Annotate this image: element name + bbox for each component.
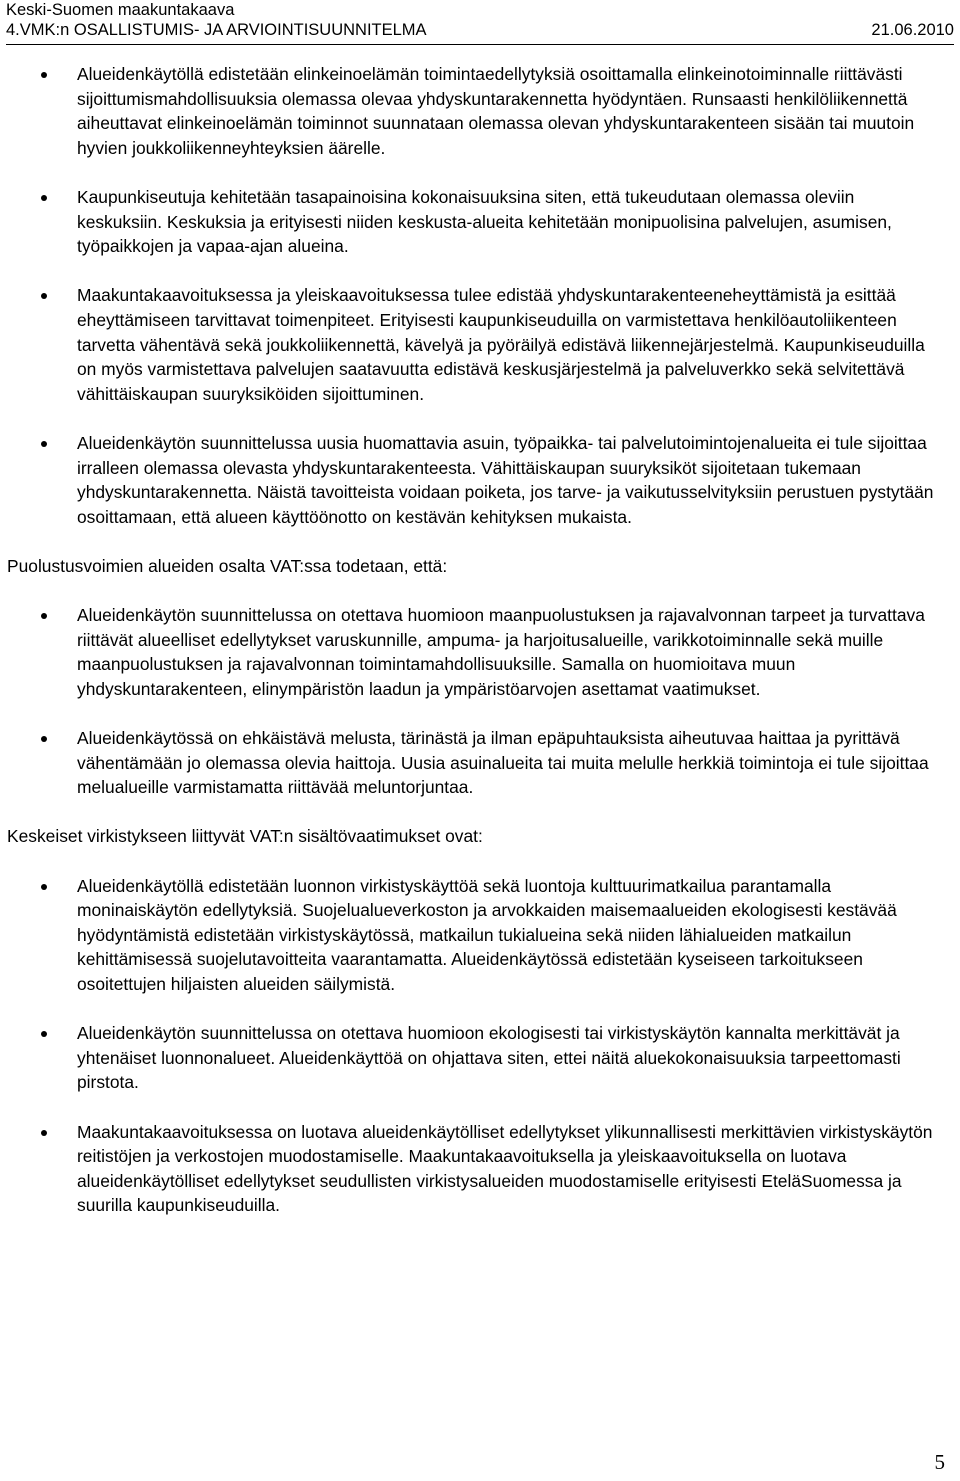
paragraph-defence: Puolustusvoimien alueiden osalta VAT:ssa todetaan, että: xyxy=(7,555,448,576)
list-item-text: Alueidenkäytössä on ehkäistävä melusta, tärinästä ja ilman epäpuhtauksista aiheutuvaa haittaa ja pyrittävä vähentämään jo olemassa olevia haittoja. Uusia asuinalueita tai muita melulle herkkiä toimintoja ei tule sijoittaa melualueille varmistamatta riittävää meluntorjuntaa. xyxy=(77,728,929,798)
bullet-icon xyxy=(41,736,47,742)
list-item xyxy=(7,1120,943,1218)
list-item-text: Kaupunkiseutuja kehitetään tasapainoisina kokonaisuuksina siten, että tukeudutaan olemassa oleviin keskuksiin. Keskuksia ja erityisesti niiden keskusta-alueita kehitetään monipuolisina palvelujen, asumisen, työpaikkojen ja vapaa-ajan alueina. xyxy=(77,186,892,257)
header-title: 4.VMK:n OSALLISTUMIS- JA ARVIOINTISUUNNITELMA xyxy=(6,21,427,39)
bullet-icon xyxy=(41,441,47,447)
paragraph-recreation: Keskeiset virkistykseen liittyvät VAT:n sisältövaatimukset ovat: xyxy=(7,826,483,847)
bullet-icon xyxy=(41,613,47,619)
header-date: 21.06.2010 xyxy=(871,21,954,39)
list-item xyxy=(7,431,943,529)
page-header xyxy=(6,0,954,45)
document-body xyxy=(7,62,943,1243)
bullet-icon xyxy=(41,293,47,299)
list-item-text: Maakuntakaavoituksessa on luotava alueidenkäytölliset edellytykset ylikunnallisesti merkittävien virkistyskäytön reitistöjen ja verkostojen muodostamiselle. Maakuntakaavoituksella ja yleiskaavoituksella on luotava alueidenkäytölliset edellytykset seudullisten virkistysalueiden muodostamiselle erityisesti EteläSuomessa ja suurilla kaupunkiseuduilla. xyxy=(77,1121,933,1216)
list-item-text: Maakuntakaavoituksessa ja yleiskaavoituksessa tulee edistää yhdyskuntarakenteeneheyttämistä ja esittää eheyttämiseen tarvittavat toimenpiteet. Erityisesti kaupunkiseuduilla on varmistettava henkilöautoliikenteen tarvetta vähentävä sekä joukkoliikennettä, kävelyä ja pyöräilyä edistävä liikennejärjestelmä. Kaupunkiseuduilla on myös varmistettava palvelujen saatavuutta edistävä keskusjärjestelmä ja palveluverkko sekä selvitettävä vähittäiskaupan suuryksiköiden sijoittuminen. xyxy=(77,285,925,404)
list-item-text: Alueidenkäytön suunnittelussa uusia huomattavia asuin, työpaikka- tai palvelutoimintojenalueita ei tule sijoittaa irralleen olemassa olevasta yhdyskuntarakenteesta. Vähittäiskaupan suuryksiköt sijoitetaan tukemaan yhdyskuntarakennetta. Näistä tavoitteista voidaan poiketa, jos tarve- ja vaikutusselvityksiin perustuen pystytään osoittamaan, että alueen käyttöönotto on kestävän kehityksen mukaista. xyxy=(77,432,934,527)
bullet-list-recreation xyxy=(7,874,943,1218)
list-item-text: Alueidenkäytön suunnittelussa on otettava huomioon ekologisesti tai virkistyskäytön kannalta merkittävät ja yhtenäiset luonnonalueet. Alueidenkäyttöä on ohjattava siten, ettei näitä aluekokonaisuuksia tarpeettomasti pirstota. xyxy=(77,1023,901,1093)
bullet-icon xyxy=(41,195,47,201)
bullet-icon xyxy=(41,1130,47,1136)
list-item xyxy=(7,62,943,160)
list-item-text: Alueidenkäytön suunnittelussa on otettava huomioon maanpuolustuksen ja rajavalvonnan tarpeet ja turvattava riittävät alueelliset edellytykset varuskunnille, ampuma- ja harjoitusalueille, varikkotoiminnalle sekä muille maanpuolustuksen ja rajavalvonnan toimintamahdollisuuksille. Samalla on huomioitava muun yhdyskuntarakenteen, elinympäristön laadun ja ympäristöarvojen asettamat vaatimukset. xyxy=(77,605,925,699)
bullet-icon xyxy=(41,1031,47,1037)
list-item xyxy=(7,1021,943,1095)
list-item-text: Alueidenkäytöllä edistetään elinkeinoelämän toimintaedellytyksiä osoittamalla elinkeinotoiminnalle riittävästi sijoittumismahdollisuuksia olemassa olevaa yhdyskuntarakennetta hyödyntäen. Runsaasti henkilöliikennettä aiheuttavat elinkeinoelämän toiminnot suunnataan olemassa olevan yhdyskuntarakenteen sisään tai muutoin hyvien joukkoliikenneyhteyksien äärelle. xyxy=(77,64,915,158)
bullet-list-defence xyxy=(7,603,943,800)
bullet-icon xyxy=(41,72,47,78)
header-org: Keski-Suomen maakuntakaava xyxy=(6,1,235,19)
list-item-text: Alueidenkäytöllä edistetään luonnon virkistyskäyttöä sekä luontoja kulttuurimatkailua parantamalla moninaiskäytön edellytyksiä. Suojelualueverkoston ja arvokkaiden maisemaalueiden ekologisesti kestävää hyödyntämistä edistetään virkistyskäytössä, matkailun tukialueina sekä niiden lähialueiden matkailun kehittämisessä suojelutavoitteita vaarantamatta. Alueidenkäytössä edistetään kyseiseen tarkoitukseen osoitettujen hiljaisten alueiden säilymistä. xyxy=(77,875,897,994)
bullet-list-general xyxy=(7,62,943,529)
list-item xyxy=(7,726,943,800)
list-item xyxy=(7,283,943,406)
list-item xyxy=(7,185,943,259)
page-number: 5 xyxy=(934,1450,945,1474)
header-title-row xyxy=(6,20,954,40)
list-item xyxy=(7,874,943,997)
bullet-icon xyxy=(41,884,47,890)
list-item xyxy=(7,603,943,701)
